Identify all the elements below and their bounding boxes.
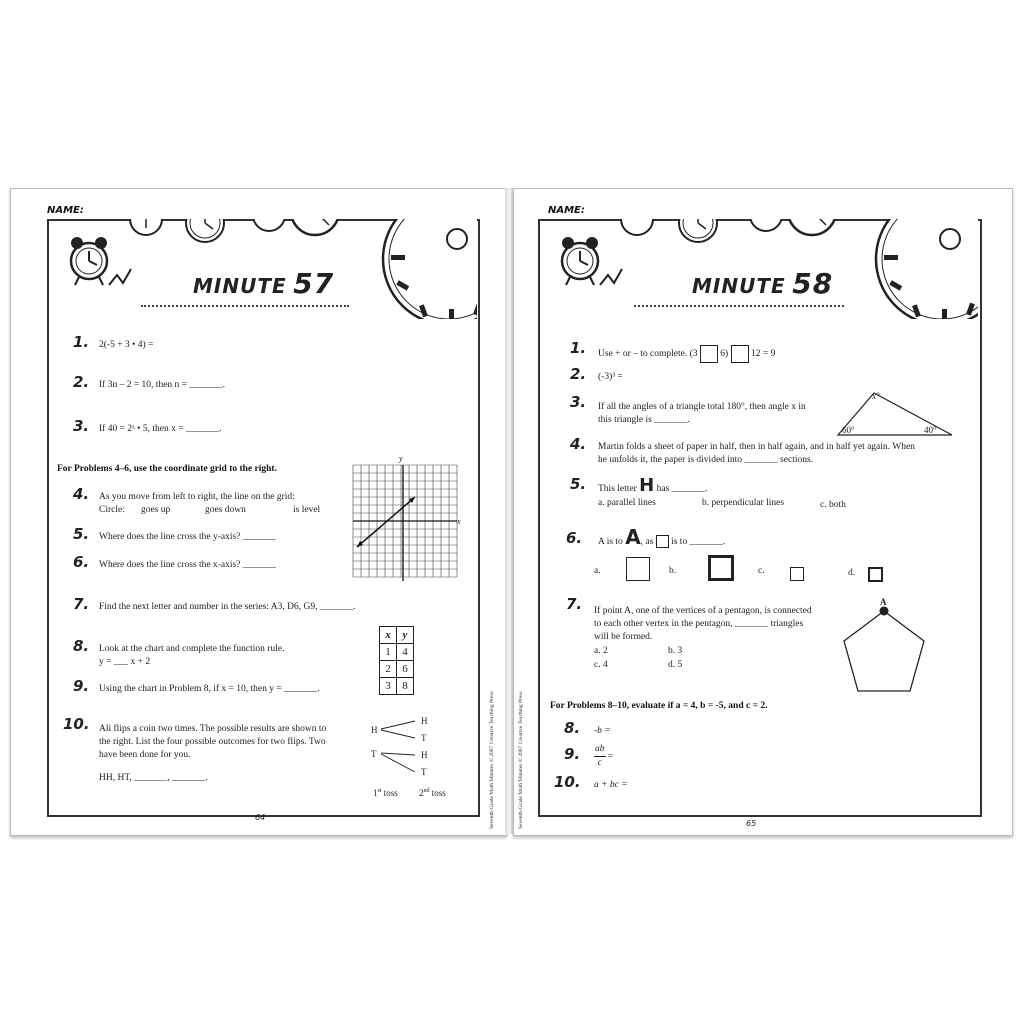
side-credit: Seventh-Grade Math Minutes © 2007 Creative Teaching Press [518,691,524,829]
angle-40: 40° [924,425,937,435]
question-7: Find the next letter and number in the series: A3, D6, G9, _______. [99,602,356,612]
minute-title [193,267,334,300]
first-toss-t: T [371,749,377,759]
title-underline [634,305,844,307]
letter-h: H [639,475,655,496]
question-4-line: he unfolds it, the paper is divided into _______ sections. [598,455,814,465]
question-number: 9. [73,677,90,695]
fraction [594,743,606,770]
question-7-line: will be formed. [594,632,653,642]
question-number: 9. [564,745,581,763]
question-7-line: If point A, one of the vertices of a pentagon, is connected [594,606,812,616]
question-8 [99,643,284,669]
question-3 [598,401,806,427]
minute-title [692,267,833,300]
small-clock-icon [788,219,836,235]
second-toss-t: T [421,733,427,743]
question-5-blank: has _______. [656,484,708,494]
triangle-diagram [834,387,958,439]
function-rule: y = ___ x + 2 [99,657,151,667]
large-clock-icon [876,219,978,319]
question-4 [99,491,329,517]
alarm-clock-icon [562,237,622,285]
right-page [513,188,1013,836]
second-toss-t: T [421,767,427,777]
coordinate-grid [347,451,467,587]
square-option-a[interactable] [626,557,650,581]
question-3: If 40 = 2ˣ • 5, then x = _______. [99,424,222,434]
question-1-text: Use + or – to complete. (3 [598,349,698,360]
question-1-end: 12 = 9 [750,349,776,360]
option-goes-up[interactable]: goes up [141,505,171,515]
question-6-text: A is to [598,537,623,547]
left-page [10,188,507,836]
question-8: -b = [594,726,611,736]
question-number: 3. [570,393,587,411]
second-toss-h: H [421,716,428,726]
equals-sign: = [607,751,614,762]
question-10: a + bc = [594,780,628,790]
minute-number: 57 [293,267,335,300]
letter-a: A [625,525,641,549]
square-option-b[interactable] [708,555,734,581]
fraction-numerator: ab [594,743,606,757]
small-clock-icon [750,219,782,231]
question-6 [598,525,726,549]
question-4 [598,441,915,467]
question-number: 2. [570,365,587,383]
question-number: 6. [73,553,90,571]
small-clock-icon [253,219,285,231]
table-header-x: x [380,627,397,644]
question-10 [99,723,326,785]
table-cell: 8 [397,678,414,695]
question-5 [598,475,708,496]
title-underline [141,305,349,307]
question-1: 2(-5 + 3 • 4) = [99,340,154,350]
choice-d[interactable]: d. [848,568,856,578]
small-clock-icon [291,219,339,235]
grid-instructions: For Problems 4–6, use the coordinate grid to the right. [57,464,277,474]
toss-label-first: 1st toss [373,788,398,798]
table-cell: 3 [380,678,397,695]
question-number: 10. [554,773,581,791]
question-number: 7. [566,595,583,613]
table-cell: 2 [380,661,397,678]
question-number: 8. [73,637,90,655]
question-number: 4. [570,435,587,453]
choice-c[interactable]: c. [758,566,765,576]
name-label: NAME: [548,205,585,216]
evaluation-instructions: For Problems 8–10, evaluate if a = 4, b = -5, and c = 2. [550,701,768,711]
choice-d[interactable]: d. 5 [668,660,683,670]
angle-60: 60° [842,425,855,435]
circle-options [99,504,329,517]
question-number: 8. [564,719,581,737]
question-6-blank: is to _______. [671,537,726,547]
choice-b[interactable]: b. perpendicular lines [702,498,785,508]
table-row [380,661,414,678]
angle-x: x° [872,391,880,401]
question-2: (-3)³ = [598,372,623,382]
function-table [379,626,414,695]
alarm-clock-icon [71,237,131,285]
second-toss-h: H [421,750,428,760]
small-clock-icon [679,219,717,242]
choice-c[interactable]: c. 4 [594,660,608,670]
question-10-line: the right. List the four possible outcomes for two flips. Two [99,737,326,747]
question-6-mid: , as [640,537,654,547]
toss-label-second: 2nd toss [419,788,446,798]
question-7-line: to each other vertex in the pentagon, _______ triangles [594,619,804,629]
name-label: NAME: [47,205,84,216]
large-clock-icon [383,219,477,319]
question-6: Where does the line cross the x-axis? _______ [99,560,277,570]
question-5-text: This letter [598,484,637,494]
question-number: 5. [570,475,587,493]
question-number: 3. [73,417,90,435]
question-number: 1. [570,339,587,357]
question-5: Where does the line cross the y-axis? _______ [99,532,277,542]
question-9 [594,743,613,770]
small-square [656,535,669,548]
page-number: 64 [255,813,266,822]
table-cell: 1 [380,644,397,661]
circle-label: Circle: [99,505,125,515]
table-cell: 6 [397,661,414,678]
side-credit: Seventh-Grade Math Minutes © 2007 Creative Teaching Press [489,691,495,829]
page-number: 65 [746,819,757,828]
probability-tree [365,709,461,779]
minute-word: MINUTE [692,274,786,298]
question-number: 2. [73,373,90,391]
question-8-text: Look at the chart and complete the function rule. [99,644,285,654]
small-clock-icon [621,219,653,235]
minute-number: 58 [792,267,834,300]
small-clock-icon [186,219,224,242]
fraction-denominator: c [597,758,602,768]
table-row [380,644,414,661]
choice-a[interactable]: a. [594,566,601,576]
answer-box[interactable] [731,345,749,363]
question-number: 5. [73,525,90,543]
question-4-line: Martin folds a sheet of paper in half, then in half again, and in half yet again. When [598,442,915,452]
question-number: 10. [63,715,90,733]
question-4-text: As you move from left to right, the line on the grid: [99,492,295,502]
question-number: 1. [73,333,90,351]
x-axis-label: x [457,517,461,526]
question-number: 4. [73,485,90,503]
question-3-line: this triangle is _______. [598,415,690,425]
choice-a[interactable]: a. 2 [594,646,608,656]
square-option-d[interactable] [868,567,883,582]
question-2: If 3n – 2 = 10, then n = _______. [99,380,226,390]
choice-b[interactable]: b. 3 [668,646,683,656]
answer-box[interactable] [700,345,718,363]
pentagon-diagram [834,597,934,695]
book-gutter [505,188,513,834]
table-header-y: y [397,627,414,644]
question-1 [598,345,775,363]
question-3-line: If all the angles of a triangle total 180°, then angle x in [598,402,806,412]
vertex-a-label: A [880,597,887,607]
question-number: 7. [73,595,90,613]
square-option-c[interactable] [790,567,804,581]
table-cell: 4 [397,644,414,661]
minute-word: MINUTE [193,274,287,298]
question-1-mid: 6) [720,349,729,360]
question-9: Using the chart in Problem 8, if x = 10, then y = _______. [99,684,320,694]
question-10-line: have been done for you. [99,750,191,760]
small-clock-icon [130,219,162,235]
question-10-line: Ali flips a coin two times. The possible results are shown to [99,724,327,734]
option-is-level[interactable]: is level [293,505,321,515]
option-goes-down[interactable]: goes down [205,505,246,515]
question-10-answer: HH, HT, _______, _______. [99,773,208,783]
y-axis-label: y [399,454,403,463]
first-toss-h: H [371,725,378,735]
table-row [380,678,414,695]
choice-c[interactable]: c. both [820,500,846,510]
choice-a[interactable]: a. parallel lines [598,498,656,508]
question-number: 6. [566,529,583,547]
question-7 [594,605,812,644]
choice-b[interactable]: b. [669,566,677,576]
